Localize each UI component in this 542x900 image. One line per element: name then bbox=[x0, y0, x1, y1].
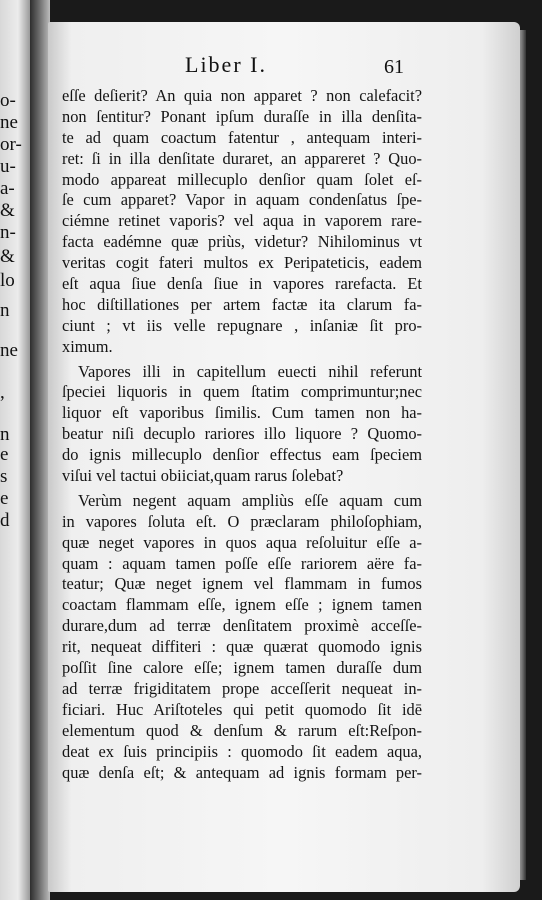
text-line: ciunt ; vt iis velle repugnare , inſaniæ ſit pro- bbox=[62, 315, 422, 335]
facing-page-fragment: s bbox=[0, 466, 8, 487]
facing-page-fragment: ne bbox=[0, 340, 18, 361]
text-line: facta eadémne quæ priùs, videtur? Nihilominus vt bbox=[62, 232, 422, 252]
text-line: ret: ſi in illa denſitate duraret, an appareret ? Quo- bbox=[62, 148, 422, 168]
facing-page-fragment: or- bbox=[0, 134, 22, 155]
facing-page-fragment: n bbox=[0, 300, 10, 321]
facing-page-fragment: ne bbox=[0, 112, 18, 133]
text-line: durare,dum ad terræ denſitatem proximè acceſſe- bbox=[62, 616, 422, 636]
text-line: elementum quod & denſum & rarum eſt:Reſpon- bbox=[62, 720, 422, 740]
text-line: ſpeciei liquoris in quem ſtatim comprimuntur;nec bbox=[62, 382, 422, 402]
text-line: liquor eſt vaporibus ſimilis. Cum tamen non ha- bbox=[62, 403, 422, 423]
book-gutter-shadow bbox=[30, 0, 50, 900]
text-line: do ignis millecuplo denſior effectus eam ſpeciem bbox=[62, 445, 422, 465]
text-line: in vapores ſoluta eſt. O præclaram philoſophiam, bbox=[62, 511, 422, 531]
facing-page-fragment: n- bbox=[0, 222, 16, 243]
facing-page-fragment: lo bbox=[0, 270, 15, 291]
text-line: ximum. bbox=[62, 336, 113, 356]
facing-page-fragment: e bbox=[0, 488, 9, 509]
text-line: te ad quam coactum fatentur , antequam interi- bbox=[62, 127, 422, 147]
text-line: rit, nequeat diffiteri : quæ quærat quomodo ignis bbox=[62, 637, 422, 657]
facing-page-edge bbox=[0, 0, 30, 900]
text-line: modo appareat millecuplo denſior quam ſolet eſ- bbox=[62, 169, 422, 189]
facing-page-fragment: n bbox=[0, 424, 10, 445]
text-line: eſt aqua ſiue denſa ſiue in vapores rarefacta. Et bbox=[62, 274, 422, 294]
facing-page-fragment: & bbox=[0, 200, 15, 221]
facing-page-fragment: u- bbox=[0, 156, 16, 177]
text-line: quam : aquam tamen poſſe eſſe rariorem aëre fa- bbox=[62, 553, 422, 573]
facing-page-fragment: a- bbox=[0, 178, 15, 199]
paragraph bbox=[62, 491, 422, 783]
facing-page-fragment: d bbox=[0, 510, 10, 531]
running-title: Liber I. bbox=[185, 52, 267, 77]
facing-page-fragment: , bbox=[0, 382, 5, 403]
text-line: ſe cum apparet? Vapor in aquam condenſatus ſpe- bbox=[62, 190, 422, 210]
text-line: veritas cogit fateri multos ex Peripateticis, eadem bbox=[62, 253, 422, 273]
text-line: ciémne retinet vaporis? vel aqua in vaporem rare- bbox=[62, 211, 422, 231]
text-line: beatur niſi decuplo rariores illo liquore ? Quomo- bbox=[62, 424, 422, 444]
text-line: deat ex ſuis principiis : quomodo ſit eadem aqua, bbox=[62, 741, 422, 761]
text-line: hoc diſtillationes per artem factæ ita clarum fa- bbox=[62, 294, 422, 314]
text-line: coactam flammam eſſe, ignem eſſe ; ignem tamen bbox=[62, 595, 422, 615]
text-line: ad terræ frigiditatem prope acceſſerit nequeat in- bbox=[62, 678, 422, 698]
text-line: quæ denſa eſt; & antequam ad ignis formam per- bbox=[62, 762, 422, 782]
text-line: quæ neget vapores in quos aqua reſoluitur eſſe a- bbox=[62, 532, 422, 552]
paragraph bbox=[62, 86, 422, 358]
page-number: 61 bbox=[384, 56, 404, 78]
paragraph bbox=[62, 362, 422, 487]
facing-page-fragment: & bbox=[0, 246, 15, 267]
text-line: non ſentitur? Ponant ipſum duraſſe in illa denſita- bbox=[62, 106, 422, 126]
text-line: Vapores illi in capitellum euecti nihil referunt bbox=[78, 361, 422, 381]
text-line: poſſit ſine calore eſſe; ignem tamen duraſſe dum bbox=[62, 658, 422, 678]
text-line: teatur; Quæ neget ignem vel flammam in fumos bbox=[62, 574, 422, 594]
body-text bbox=[62, 86, 422, 783]
text-line: viſui vel tactui obiiciat,quam rarus ſolebat? bbox=[62, 466, 344, 486]
text-line: Verùm negent aquam ampliùs eſſe aquam cum bbox=[78, 490, 422, 510]
facing-page-fragment: e bbox=[0, 444, 9, 465]
facing-page-fragment: o- bbox=[0, 90, 16, 111]
text-line: ficiari. Huc Ariſtoteles qui petit quomodo ſit idē bbox=[62, 699, 422, 719]
text-line: eſſe deſierit? An quia non apparet ? non calefacit? bbox=[62, 86, 422, 105]
